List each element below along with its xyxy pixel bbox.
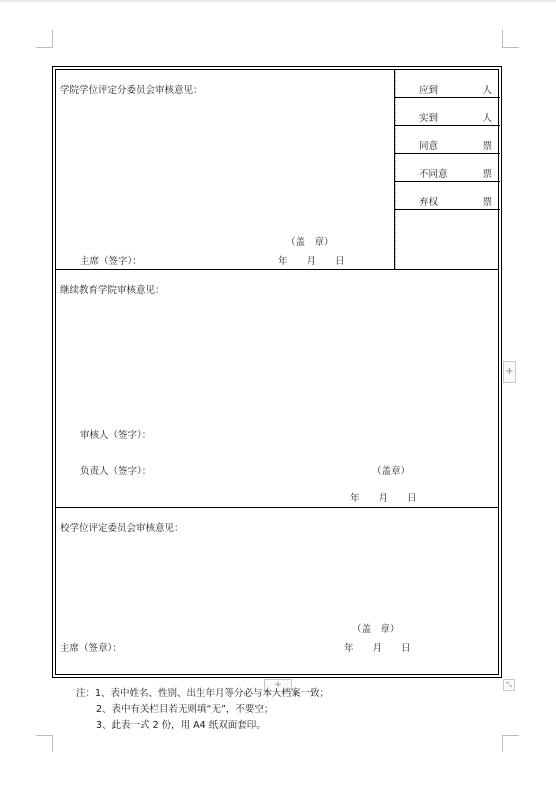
note-line: 3、此表一式 2 份，用 A4 纸双面套印。: [96, 720, 266, 731]
row-divider: [395, 209, 500, 210]
section-title: 校学位评定委员会审核意见：: [60, 523, 184, 534]
vote-row: [395, 70, 500, 98]
seal-label: （盖 章）: [286, 237, 334, 248]
vote-label: 弃权: [419, 197, 439, 208]
crop-mark: [502, 30, 503, 47]
vote-panel: [395, 70, 500, 269]
chair-signature-label[interactable]: 主席（签章）：: [60, 643, 122, 654]
vote-unit: 人: [482, 113, 492, 124]
crop-mark: [52, 30, 53, 47]
date-label: 年 月 日: [350, 493, 417, 504]
vote-row: [395, 126, 500, 154]
vote-label: 同意: [419, 141, 439, 152]
date-label: 年 月 日: [344, 643, 411, 654]
vote-label: 不同意: [419, 169, 448, 180]
crop-mark: [502, 47, 519, 48]
responsible-signature-label[interactable]: 负责人（签字）：: [80, 466, 152, 477]
crop-mark: [52, 735, 53, 752]
vote-row: [395, 182, 500, 210]
date-label: 年 月 日: [278, 256, 345, 267]
section-continuing-education: [56, 270, 500, 507]
vote-unit: 票: [482, 141, 492, 152]
crop-mark: [502, 735, 519, 736]
crop-mark: [36, 735, 53, 736]
vote-row: [395, 98, 500, 126]
vote-unit: 票: [482, 197, 492, 208]
section-title: 学院学位评定分委员会审核意见：: [60, 85, 203, 96]
note-line: 2、表中有关栏目若无则填“无”，不要空；: [96, 704, 274, 715]
vote-row: [395, 154, 500, 182]
seal-label: （盖 章）: [352, 624, 400, 635]
note-line: 注：1、表中姓名、性别、出生年月等分必与本人档案一致；: [76, 688, 330, 699]
add-row-handle[interactable]: +: [264, 679, 292, 692]
add-column-handle[interactable]: +: [503, 361, 516, 383]
chair-signature-label[interactable]: 主席（签字）：: [80, 256, 142, 267]
table-inner-border: [55, 69, 499, 675]
reviewer-signature-label[interactable]: 审核人（签字）：: [80, 430, 152, 441]
crop-mark: [36, 47, 53, 48]
vote-unit: 人: [482, 85, 492, 96]
vote-label: 应到: [419, 85, 439, 96]
section-college-committee: [56, 70, 500, 269]
table-resize-handle[interactable]: ⤡: [503, 679, 515, 691]
section-title: 继续教育学院审核意见：: [60, 285, 165, 296]
vote-unit: 票: [482, 169, 492, 180]
crop-mark: [502, 735, 503, 752]
seal-label: （盖章）: [372, 466, 411, 477]
section-university-committee: [56, 508, 500, 674]
vote-label: 实到: [419, 113, 439, 124]
top-border: [0, 0, 556, 2]
review-form-table: [52, 66, 502, 678]
